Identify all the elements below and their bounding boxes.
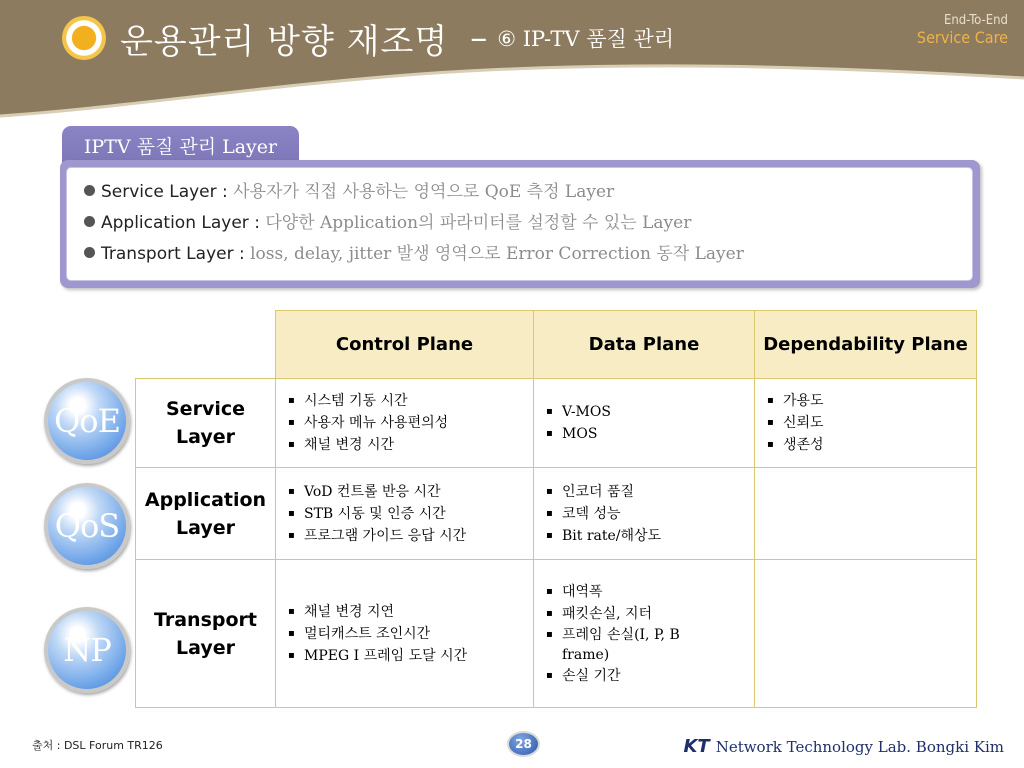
kt-logo: KT — [683, 736, 710, 757]
list-item: ▪ 인코더 품질 — [546, 481, 754, 503]
table-cell-empty — [755, 468, 977, 560]
list-item: ▪ 프레임 손실(I, P, B frame) — [546, 625, 724, 665]
info-line-transport — [84, 239, 972, 270]
info-line-label: Service Layer : — [101, 182, 234, 202]
orb-label: QoS — [54, 507, 120, 545]
info-line-application — [84, 208, 972, 239]
table-cell — [276, 468, 534, 560]
table-cell — [276, 560, 534, 708]
table-header-row — [136, 311, 977, 379]
qoe-orb-icon — [44, 378, 130, 464]
list-item: ▪ 가용도 — [767, 390, 976, 412]
list-item: ▪ VoD 컨트롤 반응 시간 — [288, 481, 533, 503]
info-line-service — [84, 177, 972, 208]
slide-title: 운용관리 방향 재조명 — [120, 21, 449, 62]
tagline-bottom: Service Care — [916, 27, 1008, 47]
info-line-label: Application Layer : — [101, 213, 266, 233]
info-box-body — [66, 167, 973, 281]
table-cell — [534, 468, 755, 560]
np-orb-icon — [44, 607, 130, 693]
row-header-transport: Transport Layer — [136, 560, 276, 708]
table-cell-empty — [755, 560, 977, 708]
page-number-badge: 28 — [507, 731, 540, 757]
list-item: ▪ 시스템 기동 시간 — [288, 390, 533, 412]
qos-orb-icon — [44, 483, 130, 569]
list-item: ▪ STB 시동 및 인증 시간 — [288, 503, 533, 525]
source-citation: 출처 : DSL Forum TR126 — [32, 739, 163, 752]
list-item: ▪ MPEG I 프레임 도달 시간 — [288, 645, 533, 667]
orb-label: QoE — [54, 402, 120, 440]
list-item: ▪ 신뢰도 — [767, 412, 976, 434]
table-corner — [136, 311, 276, 379]
list-item: ▪ Bit rate/해상도 — [546, 525, 754, 547]
list-item: ▪ 패킷손실, 지터 — [546, 603, 724, 625]
title-dash: – — [470, 18, 488, 58]
info-box — [60, 160, 980, 288]
list-item: ▪ MOS — [546, 423, 754, 445]
list-item: ▪ 대역폭 — [546, 581, 724, 603]
row-header-service: Service Layer — [136, 379, 276, 468]
table-row — [136, 560, 977, 708]
column-header-dependability: Dependability Plane — [755, 311, 977, 379]
table-row — [136, 379, 977, 468]
bullet-dot-icon — [84, 247, 95, 258]
table-cell — [755, 379, 977, 468]
list-item: ▪ 채널 변경 시간 — [288, 434, 533, 456]
info-line-desc: 다양한 Application의 파라미터를 설정할 수 있는 Layer — [265, 213, 692, 233]
bullet-dot-icon — [84, 216, 95, 227]
list-item: ▪ V-MOS — [546, 401, 754, 423]
list-item: ▪ 손실 기간 — [546, 665, 724, 687]
table-row — [136, 468, 977, 560]
list-item: ▪ 멀티캐스트 조인시간 — [288, 623, 533, 645]
title-group — [62, 8, 674, 68]
column-header-control: Control Plane — [276, 311, 534, 379]
quality-layer-table — [135, 310, 977, 708]
table-cell — [534, 379, 755, 468]
info-line-desc: loss, delay, jitter 발생 영역으로 Error Correction 동작 Layer — [250, 244, 744, 264]
lab-name: Network Technology Lab. Bongki Kim — [715, 737, 1004, 756]
slide-subtitle: ⑥ IP-TV 품질 관리 — [497, 27, 675, 51]
list-item: ▪ 코덱 성능 — [546, 503, 754, 525]
info-box-tab: IPTV 품질 관리 Layer — [62, 126, 299, 164]
tagline-top: End-To-End — [943, 13, 1008, 28]
footer-branding — [683, 736, 1004, 757]
column-header-data: Data Plane — [534, 311, 755, 379]
info-line-label: Transport Layer : — [101, 244, 251, 264]
bullet-dot-icon — [84, 185, 95, 196]
slide-header — [0, 0, 1024, 120]
table-cell — [276, 379, 534, 468]
list-item: ▪ 사용자 메뉴 사용편의성 — [288, 412, 533, 434]
bullet-circle-icon — [62, 16, 106, 60]
list-item: ▪ 생존성 — [767, 434, 976, 456]
list-item: ▪ 채널 변경 지연 — [288, 601, 533, 623]
row-header-application: Application Layer — [136, 468, 276, 560]
tagline — [917, 14, 1008, 47]
info-line-desc: 사용자가 직접 사용하는 영역으로 QoE 측정 Layer — [233, 182, 615, 202]
orb-label: NP — [63, 631, 111, 669]
table-cell — [534, 560, 755, 708]
list-item: ▪ 프로그램 가이드 응답 시간 — [288, 525, 533, 547]
